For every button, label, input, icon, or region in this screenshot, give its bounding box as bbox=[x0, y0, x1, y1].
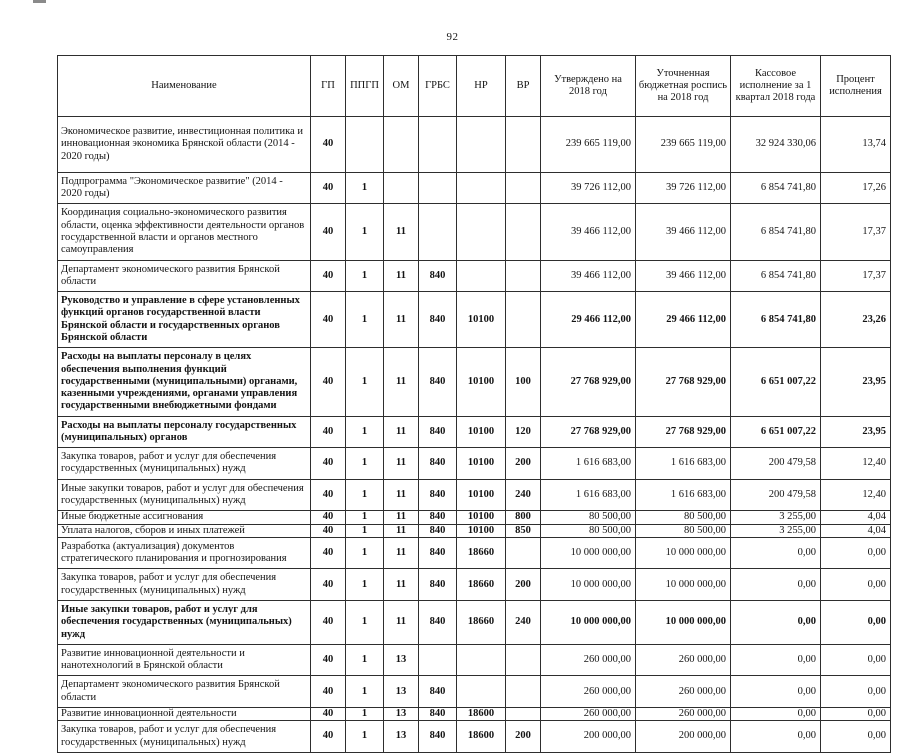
gp-cell: 40 bbox=[311, 204, 346, 260]
approved-cell: 10 000 000,00 bbox=[541, 569, 636, 601]
ppgp-cell: 1 bbox=[346, 260, 384, 292]
ppgp-cell: 1 bbox=[346, 569, 384, 601]
approved-cell: 260 000,00 bbox=[541, 707, 636, 720]
vr-cell bbox=[506, 292, 541, 348]
grbs-cell: 840 bbox=[419, 569, 457, 601]
name-cell: Расходы на выплаты персоналу в целях обеспечения выполнения функций государственными (муниципальными) органами, казенными учреждениями, органами управления государственными внебюджетными фондами bbox=[58, 348, 311, 416]
approved-cell: 39 466 112,00 bbox=[541, 204, 636, 260]
ppgp-cell: 1 bbox=[346, 204, 384, 260]
cash-cell: 6 651 007,22 bbox=[731, 416, 821, 448]
nr-cell bbox=[457, 676, 506, 708]
approved-cell: 239 665 119,00 bbox=[541, 117, 636, 173]
vr-cell bbox=[506, 172, 541, 204]
table-row bbox=[58, 292, 891, 348]
grbs-cell: 840 bbox=[419, 448, 457, 480]
vr-cell: 240 bbox=[506, 601, 541, 645]
name-cell: Развитие инновационной деятельности bbox=[58, 707, 311, 720]
approved-cell: 10 000 000,00 bbox=[541, 601, 636, 645]
gp-cell: 40 bbox=[311, 707, 346, 720]
om-cell: 11 bbox=[384, 204, 419, 260]
table-header-row bbox=[58, 56, 891, 117]
updated-cell: 200 000,00 bbox=[636, 721, 731, 753]
name-cell: Закупка товаров, работ и услуг для обеспечения государственных (муниципальных) нужд bbox=[58, 569, 311, 601]
nr-cell: 18660 bbox=[457, 537, 506, 569]
gp-cell: 40 bbox=[311, 676, 346, 708]
updated-cell: 10 000 000,00 bbox=[636, 569, 731, 601]
approved-cell: 80 500,00 bbox=[541, 511, 636, 524]
percent-cell: 12,40 bbox=[821, 448, 891, 480]
name-cell: Подпрограмма "Экономическое развитие" (2014 - 2020 годы) bbox=[58, 172, 311, 204]
name-cell: Координация социально-экономического развития области, оценка эффективности деятельности органов государственной власти и органов местного самоуправления bbox=[58, 204, 311, 260]
percent-cell: 17,37 bbox=[821, 260, 891, 292]
om-cell bbox=[384, 117, 419, 173]
updated-cell: 239 665 119,00 bbox=[636, 117, 731, 173]
name-cell: Развитие инновационной деятельности и нанотехнологий в Брянской области bbox=[58, 644, 311, 676]
om-cell: 11 bbox=[384, 416, 419, 448]
vr-cell: 200 bbox=[506, 721, 541, 753]
om-cell: 13 bbox=[384, 721, 419, 753]
om-cell: 11 bbox=[384, 524, 419, 537]
gp-cell: 40 bbox=[311, 511, 346, 524]
nr-cell: 10100 bbox=[457, 416, 506, 448]
name-cell: Уплата налогов, сборов и иных платежей bbox=[58, 524, 311, 537]
grbs-cell: 840 bbox=[419, 601, 457, 645]
grbs-cell: 840 bbox=[419, 707, 457, 720]
grbs-cell: 840 bbox=[419, 292, 457, 348]
grbs-cell: 840 bbox=[419, 260, 457, 292]
percent-cell: 17,26 bbox=[821, 172, 891, 204]
updated-cell: 29 466 112,00 bbox=[636, 292, 731, 348]
ppgp-cell: 1 bbox=[346, 448, 384, 480]
nr-cell: 10100 bbox=[457, 479, 506, 511]
nr-cell: 18660 bbox=[457, 601, 506, 645]
table-row bbox=[58, 721, 891, 753]
gp-cell: 40 bbox=[311, 448, 346, 480]
cash-cell: 0,00 bbox=[731, 644, 821, 676]
table-header bbox=[58, 56, 891, 117]
gp-cell: 40 bbox=[311, 524, 346, 537]
cash-cell: 6 651 007,22 bbox=[731, 348, 821, 416]
approved-cell: 29 466 112,00 bbox=[541, 292, 636, 348]
table-row bbox=[58, 537, 891, 569]
scan-artifact bbox=[33, 0, 46, 3]
cash-cell: 6 854 741,80 bbox=[731, 204, 821, 260]
vr-cell: 120 bbox=[506, 416, 541, 448]
ppgp-cell: 1 bbox=[346, 721, 384, 753]
updated-cell: 260 000,00 bbox=[636, 644, 731, 676]
cash-cell: 3 255,00 bbox=[731, 511, 821, 524]
column-header-percent: Процент исполнения bbox=[821, 56, 891, 117]
gp-cell: 40 bbox=[311, 479, 346, 511]
cash-cell: 200 479,58 bbox=[731, 479, 821, 511]
gp-cell: 40 bbox=[311, 292, 346, 348]
table-body bbox=[58, 117, 891, 753]
approved-cell: 10 000 000,00 bbox=[541, 537, 636, 569]
om-cell: 11 bbox=[384, 601, 419, 645]
updated-cell: 10 000 000,00 bbox=[636, 537, 731, 569]
gp-cell: 40 bbox=[311, 537, 346, 569]
table-row bbox=[58, 707, 891, 720]
nr-cell: 10100 bbox=[457, 524, 506, 537]
page-number: 92 bbox=[446, 31, 459, 43]
name-cell: Иные закупки товаров, работ и услуг для обеспечения государственных (муниципальных) нужд bbox=[58, 601, 311, 645]
column-header-ppgp: ППГП bbox=[346, 56, 384, 117]
vr-cell: 100 bbox=[506, 348, 541, 416]
table-row bbox=[58, 416, 891, 448]
cash-cell: 6 854 741,80 bbox=[731, 260, 821, 292]
om-cell: 11 bbox=[384, 479, 419, 511]
ppgp-cell: 1 bbox=[346, 348, 384, 416]
table-row bbox=[58, 448, 891, 480]
updated-cell: 1 616 683,00 bbox=[636, 448, 731, 480]
name-cell: Руководство и управление в сфере установленных функций органов государственной власти Брянской области и государственных органов Брянской области bbox=[58, 292, 311, 348]
ppgp-cell: 1 bbox=[346, 479, 384, 511]
name-cell: Департамент экономического развития Брянской области bbox=[58, 260, 311, 292]
om-cell: 11 bbox=[384, 292, 419, 348]
vr-cell bbox=[506, 260, 541, 292]
approved-cell: 1 616 683,00 bbox=[541, 479, 636, 511]
nr-cell: 10100 bbox=[457, 348, 506, 416]
percent-cell: 0,00 bbox=[821, 644, 891, 676]
om-cell: 13 bbox=[384, 676, 419, 708]
name-cell: Иные бюджетные ассигнования bbox=[58, 511, 311, 524]
approved-cell: 260 000,00 bbox=[541, 676, 636, 708]
nr-cell: 10100 bbox=[457, 292, 506, 348]
column-header-approved: Утверждено на 2018 год bbox=[541, 56, 636, 117]
approved-cell: 80 500,00 bbox=[541, 524, 636, 537]
column-header-om: ОМ bbox=[384, 56, 419, 117]
percent-cell: 0,00 bbox=[821, 676, 891, 708]
cash-cell: 6 854 741,80 bbox=[731, 172, 821, 204]
om-cell: 11 bbox=[384, 348, 419, 416]
cash-cell: 6 854 741,80 bbox=[731, 292, 821, 348]
column-header-updated: Уточненная бюджетная роспись на 2018 год bbox=[636, 56, 731, 117]
grbs-cell: 840 bbox=[419, 479, 457, 511]
cash-cell: 3 255,00 bbox=[731, 524, 821, 537]
om-cell: 11 bbox=[384, 448, 419, 480]
om-cell: 11 bbox=[384, 511, 419, 524]
percent-cell: 13,74 bbox=[821, 117, 891, 173]
gp-cell: 40 bbox=[311, 644, 346, 676]
ppgp-cell: 1 bbox=[346, 707, 384, 720]
approved-cell: 39 466 112,00 bbox=[541, 260, 636, 292]
column-header-cash: Кассовое исполнение за 1 квартал 2018 года bbox=[731, 56, 821, 117]
cash-cell: 0,00 bbox=[731, 569, 821, 601]
approved-cell: 260 000,00 bbox=[541, 644, 636, 676]
table-row bbox=[58, 348, 891, 416]
approved-cell: 200 000,00 bbox=[541, 721, 636, 753]
table-row bbox=[58, 260, 891, 292]
nr-cell bbox=[457, 172, 506, 204]
grbs-cell: 840 bbox=[419, 524, 457, 537]
cash-cell: 0,00 bbox=[731, 676, 821, 708]
percent-cell: 0,00 bbox=[821, 537, 891, 569]
gp-cell: 40 bbox=[311, 348, 346, 416]
om-cell: 13 bbox=[384, 707, 419, 720]
table-row bbox=[58, 172, 891, 204]
column-header-nr: НР bbox=[457, 56, 506, 117]
column-header-grbs: ГРБС bbox=[419, 56, 457, 117]
nr-cell: 10100 bbox=[457, 511, 506, 524]
vr-cell bbox=[506, 537, 541, 569]
vr-cell: 800 bbox=[506, 511, 541, 524]
nr-cell bbox=[457, 204, 506, 260]
updated-cell: 39 466 112,00 bbox=[636, 260, 731, 292]
nr-cell: 18660 bbox=[457, 569, 506, 601]
grbs-cell bbox=[419, 204, 457, 260]
ppgp-cell: 1 bbox=[346, 676, 384, 708]
grbs-cell: 840 bbox=[419, 676, 457, 708]
name-cell: Иные закупки товаров, работ и услуг для обеспечения государственных (муниципальных) нужд bbox=[58, 479, 311, 511]
vr-cell: 240 bbox=[506, 479, 541, 511]
percent-cell: 23,26 bbox=[821, 292, 891, 348]
gp-cell: 40 bbox=[311, 569, 346, 601]
cash-cell: 32 924 330,06 bbox=[731, 117, 821, 173]
percent-cell: 4,04 bbox=[821, 511, 891, 524]
percent-cell: 23,95 bbox=[821, 348, 891, 416]
ppgp-cell: 1 bbox=[346, 292, 384, 348]
table-row bbox=[58, 601, 891, 645]
ppgp-cell: 1 bbox=[346, 601, 384, 645]
approved-cell: 39 726 112,00 bbox=[541, 172, 636, 204]
column-header-vr: ВР bbox=[506, 56, 541, 117]
percent-cell: 0,00 bbox=[821, 721, 891, 753]
grbs-cell bbox=[419, 644, 457, 676]
nr-cell bbox=[457, 260, 506, 292]
ppgp-cell: 1 bbox=[346, 644, 384, 676]
approved-cell: 27 768 929,00 bbox=[541, 416, 636, 448]
table-row bbox=[58, 676, 891, 708]
updated-cell: 39 726 112,00 bbox=[636, 172, 731, 204]
cash-cell: 0,00 bbox=[731, 537, 821, 569]
updated-cell: 27 768 929,00 bbox=[636, 416, 731, 448]
name-cell: Закупка товаров, работ и услуг для обеспечения государственных (муниципальных) нужд bbox=[58, 448, 311, 480]
cash-cell: 0,00 bbox=[731, 721, 821, 753]
vr-cell: 850 bbox=[506, 524, 541, 537]
vr-cell: 200 bbox=[506, 569, 541, 601]
grbs-cell: 840 bbox=[419, 511, 457, 524]
gp-cell: 40 bbox=[311, 260, 346, 292]
updated-cell: 27 768 929,00 bbox=[636, 348, 731, 416]
grbs-cell: 840 bbox=[419, 416, 457, 448]
ppgp-cell bbox=[346, 117, 384, 173]
om-cell: 11 bbox=[384, 569, 419, 601]
nr-cell: 10100 bbox=[457, 448, 506, 480]
updated-cell: 1 616 683,00 bbox=[636, 479, 731, 511]
gp-cell: 40 bbox=[311, 172, 346, 204]
om-cell bbox=[384, 172, 419, 204]
gp-cell: 40 bbox=[311, 601, 346, 645]
table-row bbox=[58, 479, 891, 511]
ppgp-cell: 1 bbox=[346, 524, 384, 537]
gp-cell: 40 bbox=[311, 117, 346, 173]
name-cell: Экономическое развитие, инвестиционная политика и инновационная экономика Брянской области (2014 - 2020 годы) bbox=[58, 117, 311, 173]
column-header-name: Наименование bbox=[58, 56, 311, 117]
grbs-cell: 840 bbox=[419, 348, 457, 416]
om-cell: 13 bbox=[384, 644, 419, 676]
nr-cell: 18600 bbox=[457, 721, 506, 753]
grbs-cell: 840 bbox=[419, 537, 457, 569]
vr-cell bbox=[506, 204, 541, 260]
om-cell: 11 bbox=[384, 537, 419, 569]
gp-cell: 40 bbox=[311, 416, 346, 448]
budget-execution-table bbox=[57, 55, 891, 753]
percent-cell: 0,00 bbox=[821, 569, 891, 601]
table-row bbox=[58, 644, 891, 676]
column-header-gp: ГП bbox=[311, 56, 346, 117]
om-cell: 11 bbox=[384, 260, 419, 292]
table-row bbox=[58, 524, 891, 537]
nr-cell bbox=[457, 117, 506, 173]
ppgp-cell: 1 bbox=[346, 172, 384, 204]
ppgp-cell: 1 bbox=[346, 511, 384, 524]
cash-cell: 200 479,58 bbox=[731, 448, 821, 480]
percent-cell: 0,00 bbox=[821, 707, 891, 720]
vr-cell bbox=[506, 676, 541, 708]
nr-cell: 18600 bbox=[457, 707, 506, 720]
table-row bbox=[58, 204, 891, 260]
updated-cell: 39 466 112,00 bbox=[636, 204, 731, 260]
updated-cell: 10 000 000,00 bbox=[636, 601, 731, 645]
vr-cell bbox=[506, 117, 541, 173]
updated-cell: 80 500,00 bbox=[636, 524, 731, 537]
grbs-cell: 840 bbox=[419, 721, 457, 753]
approved-cell: 27 768 929,00 bbox=[541, 348, 636, 416]
table-row bbox=[58, 569, 891, 601]
percent-cell: 17,37 bbox=[821, 204, 891, 260]
updated-cell: 260 000,00 bbox=[636, 707, 731, 720]
cash-cell: 0,00 bbox=[731, 707, 821, 720]
ppgp-cell: 1 bbox=[346, 416, 384, 448]
updated-cell: 80 500,00 bbox=[636, 511, 731, 524]
name-cell: Закупка товаров, работ и услуг для обеспечения государственных (муниципальных) нужд bbox=[58, 721, 311, 753]
name-cell: Разработка (актуализация) документов стратегического планирования и прогнозирования bbox=[58, 537, 311, 569]
percent-cell: 4,04 bbox=[821, 524, 891, 537]
updated-cell: 260 000,00 bbox=[636, 676, 731, 708]
approved-cell: 1 616 683,00 bbox=[541, 448, 636, 480]
table-row bbox=[58, 117, 891, 173]
percent-cell: 12,40 bbox=[821, 479, 891, 511]
ppgp-cell: 1 bbox=[346, 537, 384, 569]
vr-cell bbox=[506, 707, 541, 720]
grbs-cell bbox=[419, 117, 457, 173]
name-cell: Расходы на выплаты персоналу государственных (муниципальных) органов bbox=[58, 416, 311, 448]
percent-cell: 23,95 bbox=[821, 416, 891, 448]
cash-cell: 0,00 bbox=[731, 601, 821, 645]
vr-cell: 200 bbox=[506, 448, 541, 480]
vr-cell bbox=[506, 644, 541, 676]
nr-cell bbox=[457, 644, 506, 676]
table-row bbox=[58, 511, 891, 524]
grbs-cell bbox=[419, 172, 457, 204]
name-cell: Департамент экономического развития Брянской области bbox=[58, 676, 311, 708]
gp-cell: 40 bbox=[311, 721, 346, 753]
percent-cell: 0,00 bbox=[821, 601, 891, 645]
